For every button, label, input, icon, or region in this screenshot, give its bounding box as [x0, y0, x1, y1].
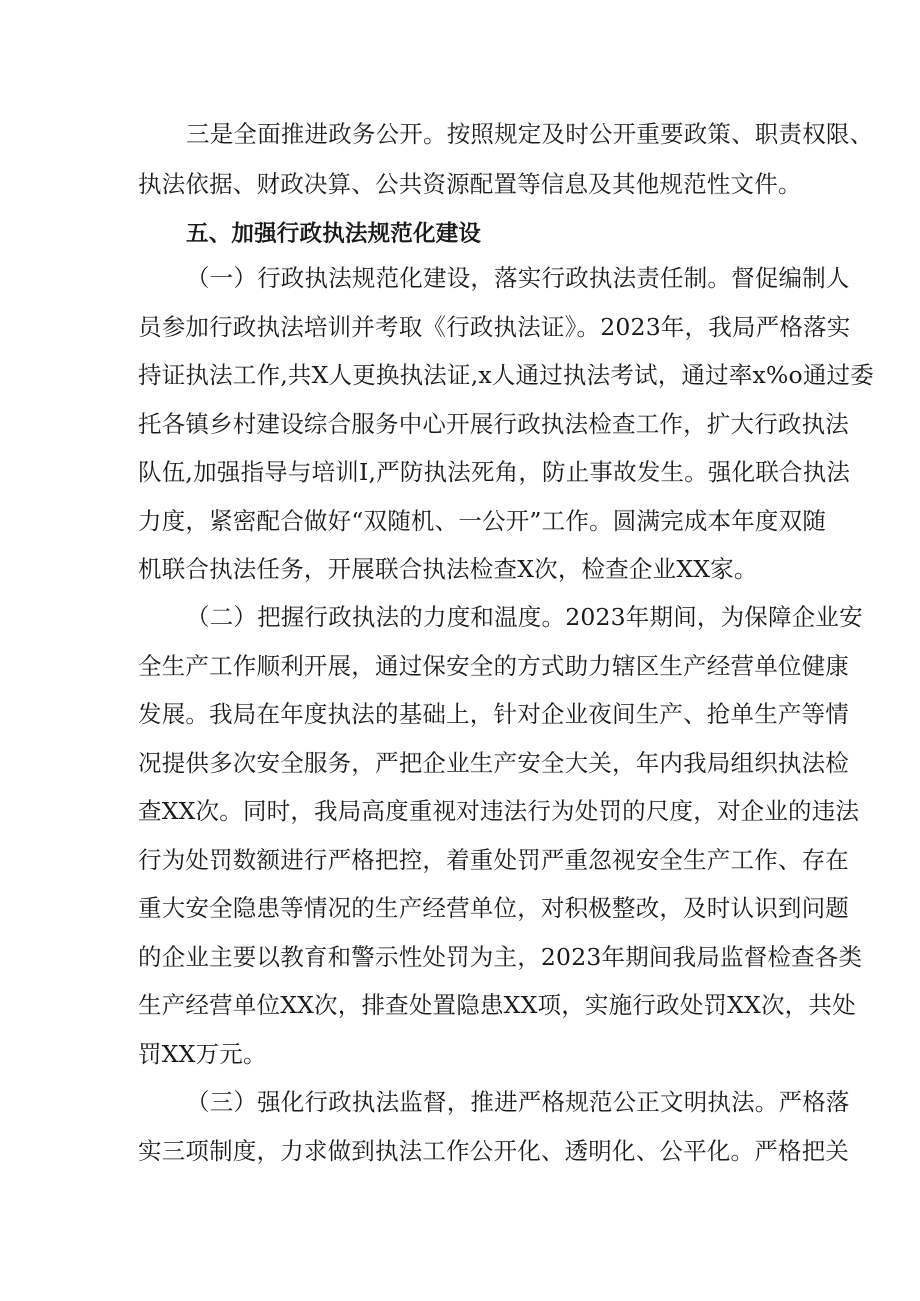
paragraph-line: 持证执法工作,共X人更换执法证,x人通过执法考试，通过率x%o通过委 — [138, 361, 874, 389]
paragraph-line: （三）强化行政执法监督，推进严格规范公正文明执法。严格落 — [186, 1088, 850, 1116]
paragraph-line: 队伍,加强指导与培训I,严防执法死角，防止事故发生。强化联合执法 — [138, 458, 851, 486]
paragraph-line: 查XX次。同时，我局高度重视对违法行为处罚的尺度，对企业的违法 — [138, 797, 860, 825]
paragraph-line: 生产经营单位XX次，排查处置隐患XX项，实施行政处罚XX次，共处 — [138, 991, 856, 1019]
paragraph-line: 罚XX万元。 — [138, 1040, 267, 1068]
paragraph-line: 行为处罚数额进行严格把控，着重处罚严重忽视安全生产工作、存在 — [138, 846, 849, 874]
paragraph-line: 机联合执法任务，开展联合执法检查X次，检查企业XX家。 — [138, 555, 758, 583]
paragraph-line: 重大安全隐患等情况的生产经营单位，对积极整改，及时认识到问题 — [138, 894, 849, 922]
paragraph-line: 三是全面推进政务公开。按照规定及时公开重要政策、职责权限、 — [186, 120, 874, 148]
section-heading: 五、加强行政执法规范化建设 — [186, 221, 482, 247]
paragraph-line: 实三项制度，力求做到执法工作公开化、透明化、公平化。严格把关 — [138, 1137, 849, 1165]
paragraph-line: 执法依据、财政决算、公共资源配置等信息及其他规范性文件。 — [138, 170, 802, 198]
paragraph-line: 的企业主要以教育和警示性处罚为主，2023年期间我局监督检查各类 — [138, 943, 863, 971]
paragraph-line: 力度，紧密配合做好“双随机、一公开”工作。圆满完成本年度双随 — [138, 507, 827, 535]
paragraph-line: 托各镇乡村建设综合服务中心开展行政执法检查工作，扩大行政执法 — [138, 410, 849, 438]
paragraph-line: 员参加行政执法培训并考取《行政执法证》。2023年，我局严格落实 — [138, 313, 851, 341]
paragraph-line: （二）把握行政执法的力度和温度。2023年期间，为保障企业安 — [186, 603, 863, 631]
paragraph-line: 全生产工作顺利开展，通过保安全的方式助力辖区生产经营单位健康 — [138, 652, 849, 680]
paragraph-line: 发展。我局在年度执法的基础上，针对企业夜间生产、抢单生产等情 — [138, 700, 849, 728]
paragraph-line: （一）行政执法规范化建设，落实行政执法责任制。督促编制人 — [186, 264, 850, 292]
paragraph-line: 况提供多次安全服务，严把企业生产安全大关，年内我局组织执法检 — [138, 749, 849, 777]
